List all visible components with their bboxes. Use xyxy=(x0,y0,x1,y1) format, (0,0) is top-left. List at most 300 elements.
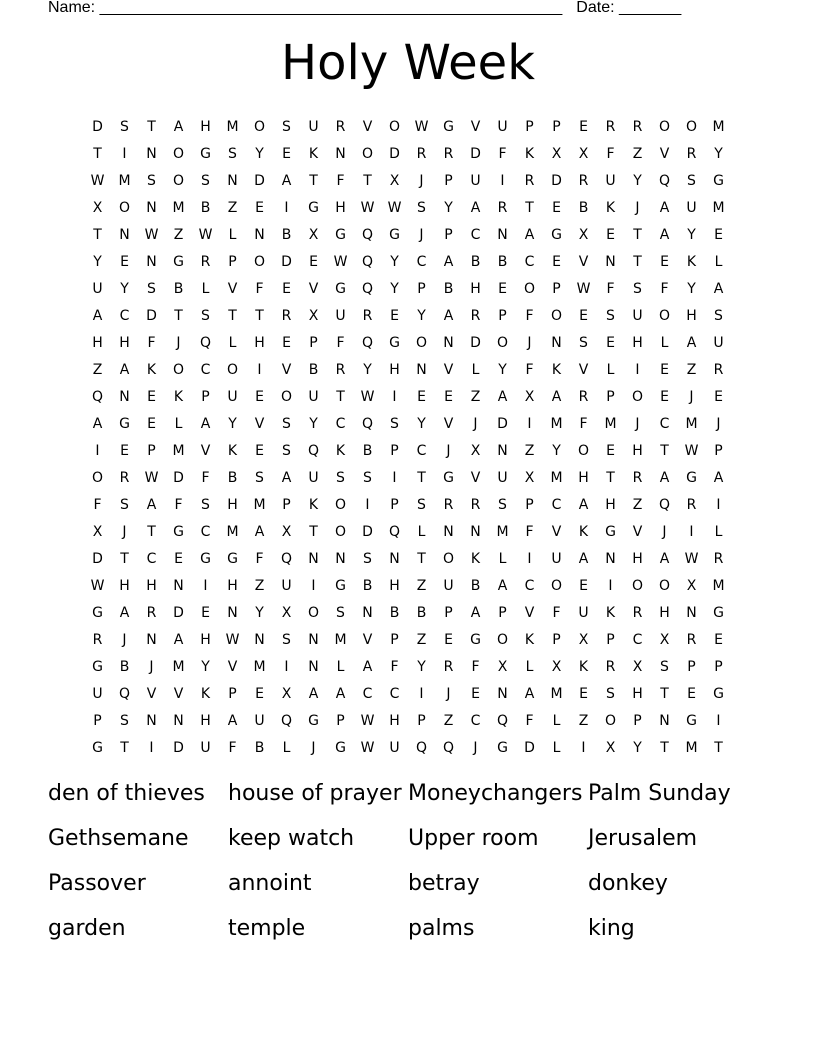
grid-letter: V xyxy=(362,631,373,648)
grid-letter: B xyxy=(470,577,481,594)
grid-letter: I xyxy=(149,739,154,756)
grid-letter: P xyxy=(309,334,318,351)
grid-letter: B xyxy=(362,577,373,594)
grid-letter: O xyxy=(496,631,509,648)
grid-letter: M xyxy=(712,577,725,594)
word-list-item: Gethsemane xyxy=(48,826,189,851)
grid-letter: O xyxy=(415,334,428,351)
grid-letter: O xyxy=(253,118,266,135)
grid-letter: D xyxy=(497,415,508,432)
grid-letter: E xyxy=(120,442,129,459)
grid-letter: C xyxy=(524,253,535,270)
grid-letter: I xyxy=(122,145,127,162)
grid-row xyxy=(84,194,732,221)
word-list-item: donkey xyxy=(588,871,668,896)
grid-letter: E xyxy=(417,388,426,405)
grid-letter: W xyxy=(360,739,375,756)
grid-letter: B xyxy=(281,226,292,243)
grid-letter: X xyxy=(578,145,589,162)
grid-letter: C xyxy=(659,415,670,432)
grid-letter: V xyxy=(227,280,238,297)
grid-letter: M xyxy=(226,118,239,135)
grid-letter: S xyxy=(201,172,210,189)
grid-row xyxy=(84,167,732,194)
grid-letter: G xyxy=(713,685,724,702)
grid-letter: G xyxy=(119,415,130,432)
grid-letter: I xyxy=(392,469,397,486)
grid-letter: B xyxy=(389,604,400,621)
grid-letter: I xyxy=(635,361,640,378)
grid-letter: S xyxy=(201,307,210,324)
grid-letter: L xyxy=(471,361,480,378)
grid-letter: J xyxy=(446,442,451,459)
date-field-label: Date: _______ xyxy=(576,0,682,16)
grid-letter: O xyxy=(658,307,671,324)
grid-letter: X xyxy=(632,658,643,675)
grid-letter: P xyxy=(417,280,426,297)
grid-letter: N xyxy=(254,226,265,243)
grid-letter: P xyxy=(606,388,615,405)
grid-letter: X xyxy=(389,172,400,189)
grid-letter: C xyxy=(362,685,373,702)
grid-letter: Y xyxy=(390,280,399,297)
grid-letter: N xyxy=(308,550,319,567)
grid-letter: V xyxy=(362,118,373,135)
grid-letter: X xyxy=(281,523,292,540)
grid-letter: R xyxy=(632,118,643,135)
grid-letter: S xyxy=(147,172,156,189)
grid-letter: V xyxy=(227,658,238,675)
grid-letter: E xyxy=(120,253,129,270)
grid-letter: V xyxy=(146,685,157,702)
grid-letter: G xyxy=(443,118,454,135)
grid-row xyxy=(84,680,732,707)
grid-letter: R xyxy=(632,604,643,621)
grid-letter: D xyxy=(470,145,481,162)
grid-letter: C xyxy=(551,496,562,513)
grid-letter: D xyxy=(146,307,157,324)
grid-letter: H xyxy=(200,631,211,648)
grid-letter: S xyxy=(336,469,345,486)
grid-letter: E xyxy=(255,442,264,459)
grid-letter: W xyxy=(90,172,105,189)
grid-letter: B xyxy=(119,658,130,675)
grid-letter: B xyxy=(443,280,454,297)
grid-letter: D xyxy=(173,469,184,486)
grid-letter: T xyxy=(228,307,237,324)
grid-letter: I xyxy=(419,685,424,702)
grid-letter: V xyxy=(578,361,589,378)
grid-letter: O xyxy=(307,604,320,621)
grid-letter: Z xyxy=(524,442,535,459)
grid-letter: R xyxy=(200,253,211,270)
grid-letter: G xyxy=(200,145,211,162)
grid-letter: Y xyxy=(120,280,129,297)
grid-letter: J xyxy=(689,388,694,405)
grid-letter: E xyxy=(444,388,453,405)
word-list-item: house of prayer xyxy=(228,781,402,806)
grid-letter: A xyxy=(281,172,292,189)
grid-row xyxy=(84,734,732,761)
grid-row xyxy=(84,707,732,734)
grid-letter: U xyxy=(92,280,103,297)
grid-letter: O xyxy=(172,361,185,378)
grid-letter: M xyxy=(550,469,563,486)
grid-letter: O xyxy=(361,145,374,162)
grid-letter: A xyxy=(92,307,103,324)
grid-letter: R xyxy=(443,496,454,513)
grid-letter: A xyxy=(497,388,508,405)
grid-letter: E xyxy=(147,415,156,432)
grid-letter: A xyxy=(470,199,481,216)
grid-letter: R xyxy=(686,496,697,513)
grid-letter: B xyxy=(416,604,427,621)
grid-letter: A xyxy=(173,118,184,135)
grid-letter: A xyxy=(713,469,724,486)
grid-letter: A xyxy=(659,469,670,486)
grid-letter: H xyxy=(632,550,643,567)
grid-letter: M xyxy=(172,442,185,459)
grid-letter: B xyxy=(200,199,211,216)
grid-letter: H xyxy=(146,577,157,594)
grid-letter: P xyxy=(498,604,507,621)
grid-letter: E xyxy=(606,442,615,459)
grid-letter: Z xyxy=(578,712,589,729)
grid-letter: H xyxy=(227,496,238,513)
grid-letter: R xyxy=(146,604,157,621)
grid-letter: X xyxy=(659,631,670,648)
grid-letter: L xyxy=(201,280,210,297)
grid-letter: T xyxy=(417,550,426,567)
grid-letter: G xyxy=(551,226,562,243)
grid-letter: C xyxy=(632,631,643,648)
grid-letter: P xyxy=(606,631,615,648)
grid-letter: A xyxy=(551,388,562,405)
grid-letter: W xyxy=(684,442,699,459)
grid-letter: E xyxy=(714,631,723,648)
grid-letter: N xyxy=(173,577,184,594)
grid-letter: T xyxy=(309,172,318,189)
grid-letter: D xyxy=(524,739,535,756)
grid-letter: B xyxy=(254,739,265,756)
grid-letter: G xyxy=(686,469,697,486)
grid-letter: D xyxy=(470,334,481,351)
grid-letter: K xyxy=(308,496,319,513)
grid-letter: S xyxy=(498,496,507,513)
grid-letter: N xyxy=(605,550,616,567)
grid-letter: N xyxy=(146,712,157,729)
grid-letter: I xyxy=(581,739,586,756)
grid-letter: R xyxy=(578,388,589,405)
grid-letter: H xyxy=(335,199,346,216)
grid-letter: R xyxy=(578,172,589,189)
grid-letter: I xyxy=(527,550,532,567)
grid-letter: S xyxy=(336,604,345,621)
grid-letter: H xyxy=(119,334,130,351)
grid-letter: U xyxy=(443,577,454,594)
grid-letter: A xyxy=(686,334,697,351)
grid-letter: F xyxy=(552,604,561,621)
grid-letter: O xyxy=(658,577,671,594)
grid-letter: T xyxy=(174,307,183,324)
grid-letter: I xyxy=(284,199,289,216)
grid-letter: Q xyxy=(199,334,212,351)
grid-letter: A xyxy=(470,604,481,621)
grid-letter: Q xyxy=(361,334,374,351)
grid-letter: O xyxy=(523,280,536,297)
grid-letter: Q xyxy=(361,253,374,270)
grid-letter: I xyxy=(608,577,613,594)
grid-letter: X xyxy=(551,145,562,162)
grid-letter: Z xyxy=(470,388,481,405)
grid-letter: T xyxy=(633,226,642,243)
grid-letter: C xyxy=(119,307,130,324)
grid-letter: X xyxy=(308,226,319,243)
grid-letter: W xyxy=(576,280,591,297)
grid-letter: E xyxy=(174,550,183,567)
grid-letter: M xyxy=(253,658,266,675)
grid-letter: M xyxy=(253,496,266,513)
grid-letter: W xyxy=(414,118,429,135)
grid-letter: P xyxy=(228,253,237,270)
grid-letter: R xyxy=(605,118,616,135)
grid-letter: K xyxy=(605,604,616,621)
grid-letter: X xyxy=(551,658,562,675)
grid-row xyxy=(84,410,732,437)
word-list-item: betray xyxy=(408,871,480,896)
grid-letter: T xyxy=(147,118,156,135)
grid-letter: R xyxy=(524,172,535,189)
puzzle-title: Holy Week xyxy=(281,35,535,91)
grid-letter: X xyxy=(281,685,292,702)
grid-letter: P xyxy=(336,712,345,729)
grid-letter: H xyxy=(632,685,643,702)
grid-letter: V xyxy=(281,361,292,378)
grid-letter: K xyxy=(173,388,184,405)
grid-letter: M xyxy=(172,658,185,675)
grid-letter: Q xyxy=(280,712,293,729)
grid-letter: L xyxy=(606,361,615,378)
grid-letter: W xyxy=(387,199,402,216)
grid-letter: U xyxy=(497,118,508,135)
grid-letter: H xyxy=(389,361,400,378)
grid-letter: K xyxy=(335,442,346,459)
grid-letter: Y xyxy=(93,253,102,270)
grid-letter: U xyxy=(578,604,589,621)
grid-letter: S xyxy=(417,199,426,216)
grid-letter: M xyxy=(712,199,725,216)
grid-letter: E xyxy=(660,388,669,405)
grid-row xyxy=(84,329,732,356)
word-list-item: Passover xyxy=(48,871,146,896)
grid-letter: R xyxy=(713,361,724,378)
grid-letter: U xyxy=(632,307,643,324)
grid-letter: N xyxy=(497,226,508,243)
grid-letter: Y xyxy=(687,226,696,243)
grid-letter: J xyxy=(149,658,154,675)
grid-letter: Q xyxy=(388,523,401,540)
grid-letter: E xyxy=(714,226,723,243)
grid-letter: V xyxy=(551,523,562,540)
grid-letter: T xyxy=(93,145,102,162)
word-list-item: palms xyxy=(408,916,475,941)
grid-letter: S xyxy=(282,442,291,459)
grid-letter: U xyxy=(335,307,346,324)
grid-letter: P xyxy=(714,442,723,459)
grid-letter: Q xyxy=(361,226,374,243)
grid-letter: V xyxy=(200,442,211,459)
grid-letter: Y xyxy=(417,415,426,432)
grid-letter: O xyxy=(118,199,131,216)
grid-letter: N xyxy=(254,631,265,648)
grid-row xyxy=(84,653,732,680)
grid-letter: O xyxy=(550,307,563,324)
grid-letter: F xyxy=(525,361,534,378)
grid-letter: X xyxy=(605,739,616,756)
grid-letter: X xyxy=(92,523,103,540)
grid-letter: N xyxy=(146,253,157,270)
grid-letter: P xyxy=(147,442,156,459)
grid-row xyxy=(84,518,732,545)
grid-letter: A xyxy=(578,550,589,567)
grid-letter: F xyxy=(255,550,264,567)
grid-letter: A xyxy=(659,226,670,243)
grid-letter: A xyxy=(119,361,130,378)
grid-letter: V xyxy=(470,118,481,135)
grid-letter: G xyxy=(443,469,454,486)
grid-letter: N xyxy=(605,253,616,270)
grid-letter: I xyxy=(689,523,694,540)
grid-letter: Y xyxy=(417,307,426,324)
grid-letter: U xyxy=(605,172,616,189)
grid-letter: L xyxy=(525,658,534,675)
grid-letter: S xyxy=(714,307,723,324)
grid-letter: I xyxy=(257,361,262,378)
grid-letter: H xyxy=(578,469,589,486)
grid-letter: Q xyxy=(658,496,671,513)
grid-row xyxy=(84,464,732,491)
grid-letter: E xyxy=(552,199,561,216)
header-fields xyxy=(48,0,681,18)
grid-letter: E xyxy=(390,307,399,324)
grid-letter: K xyxy=(470,550,481,567)
grid-letter: O xyxy=(91,469,104,486)
name-field-label: Name: ____________________________________________________ xyxy=(48,0,563,16)
grid-letter: A xyxy=(335,685,346,702)
grid-row xyxy=(84,275,732,302)
grid-letter: X xyxy=(308,307,319,324)
grid-letter: Q xyxy=(496,712,509,729)
grid-letter: H xyxy=(200,118,211,135)
grid-letter: A xyxy=(497,577,508,594)
grid-letter: Y xyxy=(390,253,399,270)
grid-letter: E xyxy=(282,280,291,297)
grid-letter: P xyxy=(525,118,534,135)
word-list-item: Jerusalem xyxy=(588,826,698,851)
grid-letter: R xyxy=(443,145,454,162)
grid-letter: K xyxy=(551,361,562,378)
grid-letter: U xyxy=(497,469,508,486)
grid-letter: U xyxy=(200,739,211,756)
grid-letter: E xyxy=(282,334,291,351)
grid-letter: Y xyxy=(498,361,507,378)
grid-letter: W xyxy=(225,631,240,648)
grid-letter: Q xyxy=(91,388,104,405)
grid-letter: P xyxy=(498,307,507,324)
grid-letter: S xyxy=(606,685,615,702)
grid-letter: L xyxy=(714,523,723,540)
grid-letter: O xyxy=(496,334,509,351)
grid-letter: P xyxy=(525,496,534,513)
grid-letter: D xyxy=(173,604,184,621)
grid-letter: W xyxy=(144,226,159,243)
grid-letter: O xyxy=(226,361,239,378)
grid-letter: C xyxy=(389,685,400,702)
grid-letter: S xyxy=(633,280,642,297)
word-list-item: Upper room xyxy=(408,826,539,851)
grid-letter: O xyxy=(334,523,347,540)
grid-letter: V xyxy=(443,415,454,432)
grid-letter: X xyxy=(497,658,508,675)
grid-letter: Q xyxy=(307,442,320,459)
grid-row xyxy=(84,221,732,248)
grid-letter: U xyxy=(308,388,319,405)
grid-letter: N xyxy=(443,523,454,540)
grid-letter: L xyxy=(228,226,237,243)
grid-letter: P xyxy=(444,226,453,243)
grid-letter: G xyxy=(173,253,184,270)
grid-letter: K xyxy=(146,361,157,378)
grid-letter: G xyxy=(335,280,346,297)
grid-letter: F xyxy=(93,496,102,513)
grid-letter: M xyxy=(226,523,239,540)
grid-letter: A xyxy=(200,415,211,432)
grid-row xyxy=(84,437,732,464)
grid-letter: O xyxy=(253,253,266,270)
grid-letter: M xyxy=(118,172,131,189)
grid-letter: K xyxy=(578,658,589,675)
grid-letter: C xyxy=(524,577,535,594)
grid-letter: Y xyxy=(255,145,264,162)
grid-letter: A xyxy=(362,658,373,675)
grid-letter: S xyxy=(255,469,264,486)
grid-letter: N xyxy=(497,442,508,459)
grid-letter: Q xyxy=(442,739,455,756)
grid-letter: E xyxy=(552,253,561,270)
grid-letter: A xyxy=(92,415,103,432)
grid-letter: E xyxy=(606,334,615,351)
grid-letter: O xyxy=(631,577,644,594)
grid-letter: F xyxy=(201,469,210,486)
grid-letter: V xyxy=(632,523,643,540)
grid-letter: A xyxy=(443,307,454,324)
grid-row xyxy=(84,599,732,626)
grid-letter: S xyxy=(363,550,372,567)
grid-letter: A xyxy=(146,496,157,513)
grid-letter: D xyxy=(92,550,103,567)
grid-letter: E xyxy=(606,226,615,243)
grid-letter: E xyxy=(444,631,453,648)
grid-letter: V xyxy=(470,469,481,486)
grid-letter: F xyxy=(255,280,264,297)
grid-letter: H xyxy=(632,442,643,459)
grid-letter: O xyxy=(388,118,401,135)
grid-letter: H xyxy=(470,280,481,297)
grid-letter: G xyxy=(335,739,346,756)
grid-letter: R xyxy=(335,361,346,378)
grid-letter: F xyxy=(228,739,237,756)
grid-letter: J xyxy=(122,631,127,648)
